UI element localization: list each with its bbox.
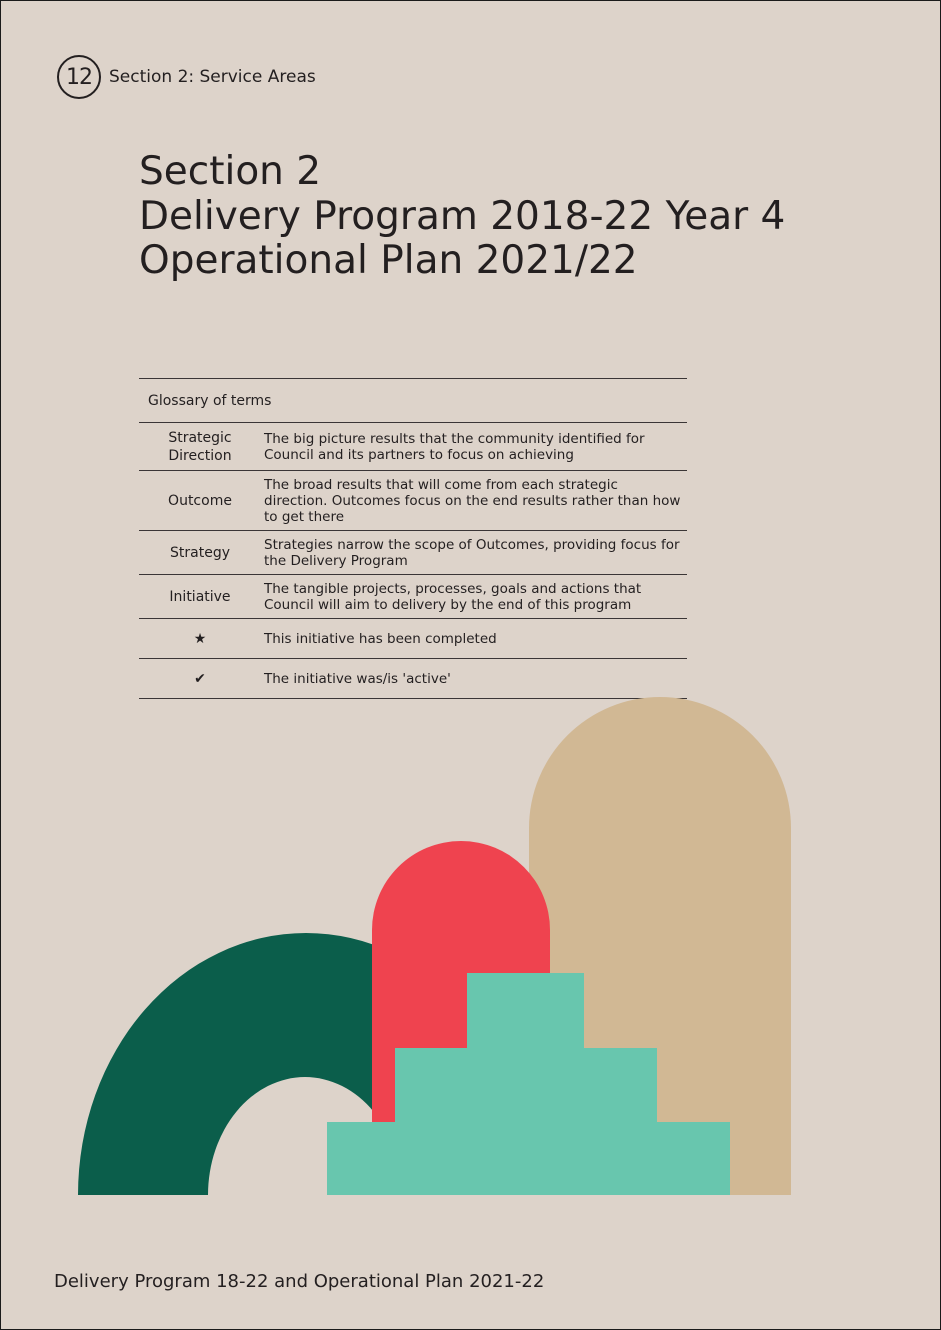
mint-step-middle [395,1048,657,1123]
mint-step-top [467,973,584,1049]
checkmark-icon: ✔ [194,670,206,687]
glossary-definition: The broad results that will come from each strategic direction. Outcomes focus on the end results rather than how to get there [264,476,681,525]
glossary-definition: The big picture results that the community identified for Council and its partners to focus on achieving [264,430,645,463]
page-footer: Delivery Program 18-22 and Operational Plan 2021-22 [54,1271,545,1292]
glossary-term: Initiative [169,588,231,605]
glossary-definition: This initiative has been completed [264,630,497,647]
mint-step-bottom [327,1122,730,1195]
glossary-caption: Glossary of terms [139,379,687,423]
title-line-1: Section 2 [139,149,322,194]
star-icon: ★ [193,630,207,647]
title-line-2: Delivery Program 2018-22 Year 4 [139,193,786,239]
title-line-3: Operational Plan 2021/22 [139,238,638,283]
glossary-term: Strategy [170,544,230,561]
glossary-definition: Strategies narrow the scope of Outcomes, providing focus for the Delivery Program [264,536,680,569]
section-label: Section 2: Service Areas [109,67,316,87]
glossary-term: Outcome [168,492,232,509]
page-number-badge: 12 [57,55,101,99]
glossary-definition: The tangible projects, processes, goals and actions that Council will aim to delivery by the end of this program [264,580,642,613]
glossary-term: Strategic Direction [168,429,232,464]
glossary-definition: The initiative was/is 'active' [264,670,451,687]
